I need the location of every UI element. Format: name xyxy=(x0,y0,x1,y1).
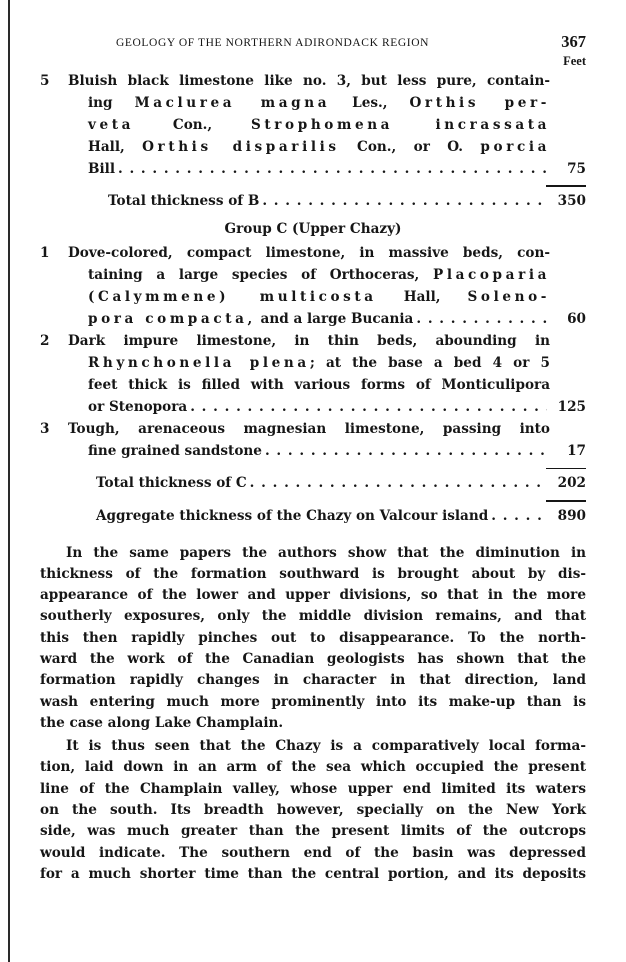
group-heading: Group C (Upper Chazy) xyxy=(224,220,402,237)
entry-line: Dove-colored, compact limestone, in massive beds, con- xyxy=(68,244,550,261)
total-thickness-c xyxy=(40,472,586,494)
entry-line: Dark impure limestone, in thin beds, abounding in xyxy=(68,332,550,349)
sum-rule xyxy=(546,468,586,470)
body-paragraph-2: It is thus seen that the Chazy is a comparatively local forma- tion, laid down in an arm of the sea which occupied the present line of the Champlain valley, whose upper end limited its waters on the south. Its breadth however, specially on the New York side, was much greater than the present limits of the outcrops would indicate. The southern end of the basin was depressed for a much shorter time than the central portion, and its deposits xyxy=(40,738,586,882)
entry-line: or Stenopora . . . xyxy=(88,396,550,418)
entry-line: Bluish black limestone like no. 3, but less pure, contain- xyxy=(68,73,550,89)
section-entry-b5 xyxy=(40,70,586,180)
entry-line: Hall, Orthis disparilis Con., or O. porcia xyxy=(88,139,551,155)
entry-line: feet thick is filled with various forms of Monticulipora xyxy=(88,376,550,393)
aggregate-label: Aggregate thickness of the Chazy on Valcour island xyxy=(96,507,489,524)
entry-line: Bill . . . xyxy=(88,158,550,180)
thickness-unit-label: Feet xyxy=(563,54,586,68)
running-head xyxy=(40,28,586,52)
section-entry-c1 xyxy=(40,242,586,330)
entry-number: 3 xyxy=(40,420,50,437)
entry-thickness: 75 xyxy=(567,161,586,177)
entry-number: 5 xyxy=(40,73,50,89)
entry-line: pora compacta, and a large Bucania . . . xyxy=(88,308,550,330)
entry-line: Tough, arenaceous magnesian limestone, passing into xyxy=(68,420,550,437)
page-number: 367 xyxy=(561,32,586,51)
sum-rule xyxy=(546,500,586,502)
entry-line: ing Maclurea magna Les., Orthis per- xyxy=(88,95,551,111)
total-label: Total thickness of B xyxy=(108,192,260,209)
total-thickness-b xyxy=(40,190,586,212)
section-entry-c2 xyxy=(40,330,586,418)
sum-rule xyxy=(546,185,586,187)
stratigraphic-section xyxy=(40,70,586,527)
book-page xyxy=(40,28,586,885)
page-edge-shadow xyxy=(8,0,10,962)
aggregate-thickness xyxy=(40,505,586,527)
entry-number: 2 xyxy=(40,332,50,349)
total-value: 202 xyxy=(557,475,586,491)
entry-thickness: 17 xyxy=(567,442,586,459)
aggregate-value: 890 xyxy=(557,507,586,524)
entry-line: taining a large species of Orthoceras, Placoparia xyxy=(88,266,551,283)
running-head-title: GEOLOGY OF THE NORTHERN ADIRONDACK REGION xyxy=(116,37,429,49)
entry-thickness: 125 xyxy=(557,398,586,415)
entry-line: Rhynchonella plena; at the base a bed 4 or 5 xyxy=(88,354,550,371)
entry-line: veta Con., Strophomena incrassata xyxy=(88,117,551,133)
section-entry-c3 xyxy=(40,418,586,462)
entry-line: (Calymmene) multicosta Hall, Soleno- xyxy=(88,288,551,305)
body-paragraph-1: In the same papers the authors show that the diminution in thickness of the formation southward is brought about by dis- appearance of the lower and upper divisions, so that in the more southerly exposures, only the middle division remains, and that this then rapidly pinches out to disappearance. To the north- ward the work of the Canadian geologists has shown that the formation rapidly changes in character in that direction, land wash entering much more prominently into its make-up than is the case along Lake Champlain. xyxy=(40,544,586,731)
entry-number: 1 xyxy=(40,244,50,261)
entry-thickness: 60 xyxy=(567,310,586,327)
total-label: Total thickness of C xyxy=(96,475,247,491)
total-value: 350 xyxy=(557,192,586,209)
entry-line: fine grained sandstone . . . xyxy=(88,440,550,462)
